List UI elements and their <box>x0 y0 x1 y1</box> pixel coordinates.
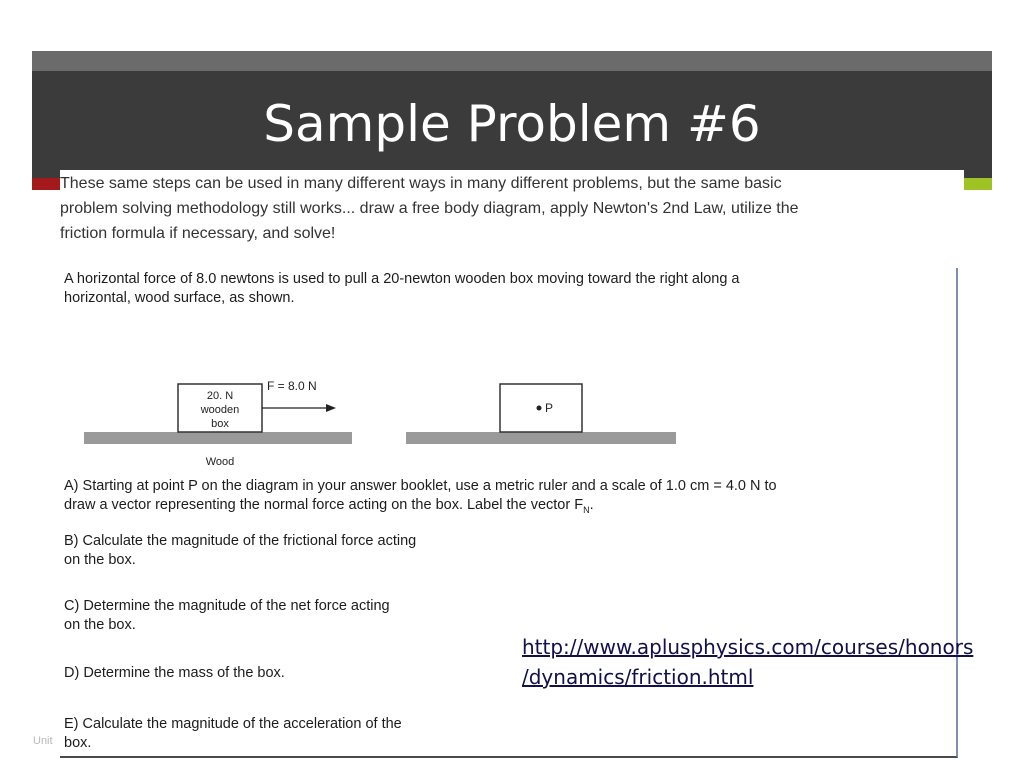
intro-line-3: friction formula if necessary, and solve! <box>60 225 336 242</box>
box-label-weight: 20. N <box>206 390 234 402</box>
box-label-box: box <box>211 418 229 430</box>
question-a-period: . <box>589 497 594 513</box>
wood-surface-left <box>84 432 352 444</box>
question-a <box>64 477 944 520</box>
source-link-line-2[interactable]: /dynamics/friction.html <box>522 665 754 689</box>
question-e-line-2: box. <box>64 735 92 751</box>
footer-text: Unit <box>33 735 53 747</box>
intro-line-2: problem solving methodology still works... draw a free body diagram, apply Newton's 2nd Law, utilize the <box>60 200 799 217</box>
force-arrow-head <box>326 404 336 412</box>
accent-bar-red <box>32 178 60 190</box>
question-e-line-1: E) Calculate the magnitude of the acceleration of the <box>64 716 402 732</box>
source-link[interactable] <box>522 632 1022 692</box>
free-body-diagram <box>60 268 956 478</box>
question-b <box>64 532 524 570</box>
accent-bar-green <box>964 178 992 190</box>
slide-title: Sample Problem #6 <box>263 95 761 153</box>
question-a-line-2 <box>64 496 944 520</box>
question-d <box>64 664 524 683</box>
intro-text-image <box>60 170 964 261</box>
force-label: F = 8.0 N <box>267 379 317 393</box>
question-e <box>64 715 524 753</box>
question-a-line-1: A) Starting at point P on the diagram in your answer booklet, use a metric ruler and a scale of 1.0 cm = 4.0 N to <box>64 478 777 494</box>
question-c-line-1: C) Determine the magnitude of the net force acting <box>64 598 390 614</box>
question-b-line-2: on the box. <box>64 552 136 568</box>
surface-label: Wood <box>205 456 235 468</box>
problem-statement-line-1: A horizontal force of 8.0 newtons is used to pull a 20-newton wooden box moving toward the right along a <box>64 271 740 287</box>
question-a-subscript: N <box>583 504 590 515</box>
intro-line-1: These same steps can be used in many different ways in many different problems, but the same basic <box>60 175 782 192</box>
source-link-line-1[interactable]: http://www.aplusphysics.com/courses/honors <box>522 635 974 659</box>
point-p-label: P <box>545 401 554 415</box>
point-p-dot <box>537 406 542 411</box>
question-c <box>64 597 524 635</box>
question-c-line-2: on the box. <box>64 617 136 633</box>
title-top-strip <box>32 51 992 71</box>
question-b-line-1: B) Calculate the magnitude of the frictional force acting <box>64 533 417 549</box>
wood-surface-right <box>406 432 676 444</box>
problem-statement-line-2: horizontal, wood surface, as shown. <box>64 290 295 306</box>
question-d-line-1: D) Determine the mass of the box. <box>64 665 285 681</box>
question-a-line-2-text: draw a vector representing the normal force acting on the box. Label the vector F <box>64 497 584 513</box>
box-label-material: wooden <box>200 404 240 416</box>
